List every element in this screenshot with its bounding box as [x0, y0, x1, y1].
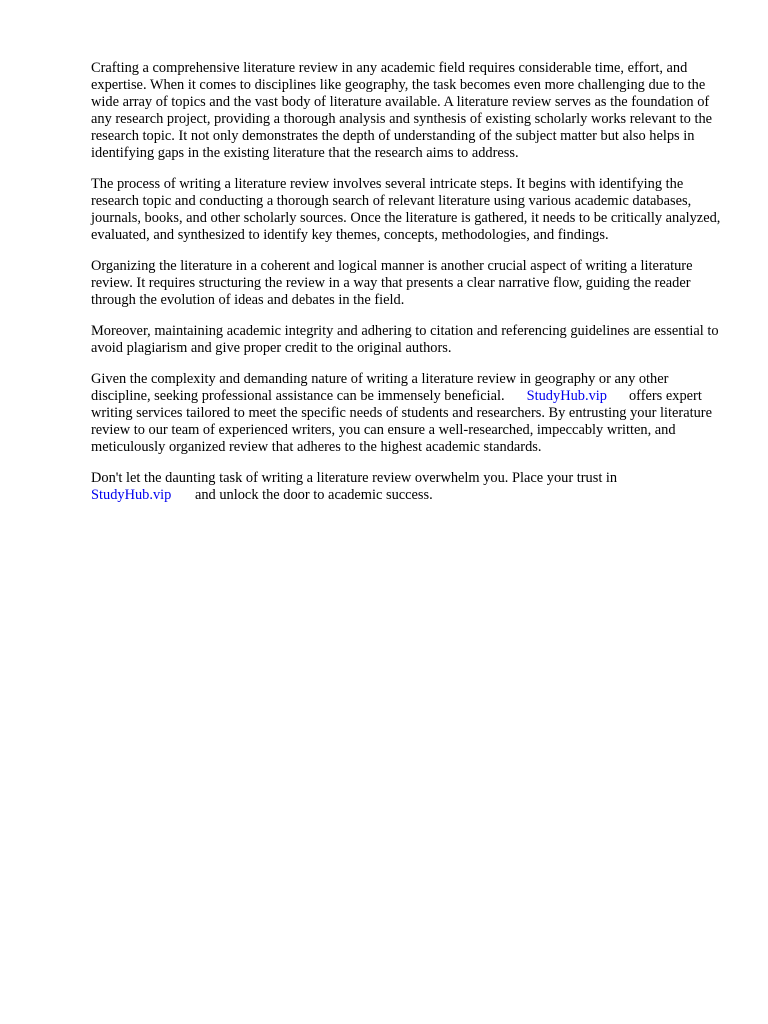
paragraph-assistance-text-start: Given the complexity and demanding nature of writing a literature review in geography or any other discipline, seeking professional assistance can be immensely beneficial. — [91, 371, 669, 404]
paragraph-closing — [91, 470, 723, 504]
paragraph-process: The process of writing a literature review involves several intricate steps. It begins with identifying the research topic and conducting a thorough search of relevant literature using various academic databases, journals, books, and other scholarly sources. Once the literature is gathered, it needs to be critically analyzed, evaluated, and synthesized to identify key themes, concepts, methodologies, and findings. — [91, 176, 721, 243]
paragraph-organizing: Organizing the literature in a coherent and logical manner is another crucial aspect of writing a literature review. It requires structuring the review in a way that presents a clear narrative flow, guiding the reader through the evolution of ideas and debates in the field. — [91, 258, 693, 308]
studyhub-link[interactable]: StudyHub.vip — [526, 388, 607, 404]
paragraph-integrity: Moreover, maintaining academic integrity and adhering to citation and referencing guidelines are essential to avoid plagiarism and give proper credit to the original authors. — [91, 323, 719, 356]
paragraph-closing-text-end: and unlock the door to academic success. — [194, 487, 433, 503]
paragraph-closing-text-start: Don't let the daunting task of writing a literature review overwhelm you. Place your trust in — [91, 470, 618, 486]
studyhub-link-closing[interactable]: StudyHub.vip — [91, 487, 172, 503]
paragraph-intro: Crafting a comprehensive literature review in any academic field requires considerable time, effort, and expertise. When it comes to disciplines like geography, the task becomes even more challenging due to the wide array of topics and the vast body of literature available. A literature review serves as the foundation of any research project, providing a thorough analysis and synthesis of existing scholarly works relevant to the research topic. It not only demonstrates the depth of understanding of the subject matter but also helps in identifying gaps in the existing literature that the research aims to address. — [91, 60, 713, 161]
document-body — [91, 60, 723, 518]
paragraph-assistance — [91, 371, 723, 456]
paragraph-assistance-text-end: offers expert writing services tailored to meet the specific needs of students and researchers. By entrusting your literature review to our team of experienced writers, you can ensure a well-researched, impeccably written, and meticulously organized review that adheres to the highest academic standards. — [91, 388, 712, 455]
